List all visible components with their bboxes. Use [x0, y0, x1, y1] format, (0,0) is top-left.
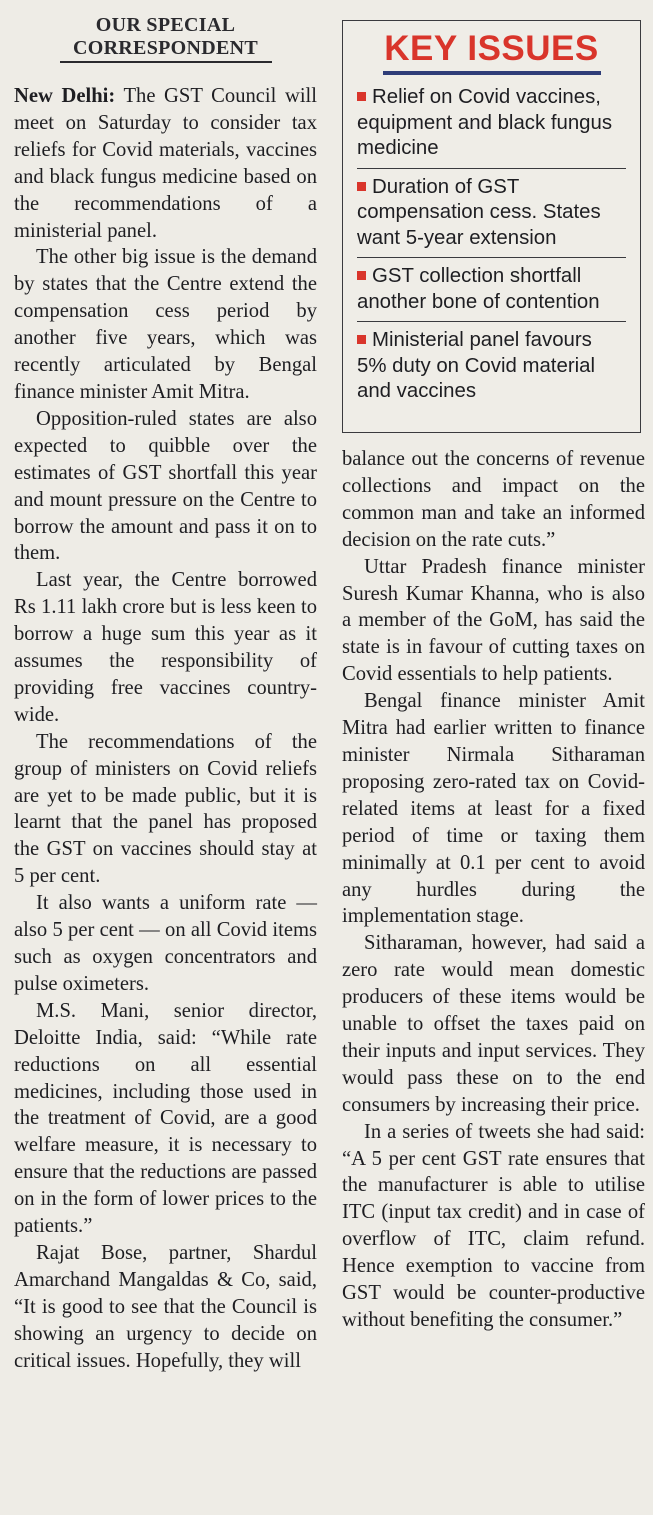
key-issue-item — [357, 175, 626, 259]
paragraph: The other big issue is the demand by states that the Centre extend the compensation cess period by another five years, which was recently articulated by Bengal finance minister Amit Mitra. — [14, 246, 317, 403]
bullet-icon — [357, 271, 366, 280]
key-issue-item — [357, 264, 626, 322]
key-issues-title: KEY ISSUES — [384, 29, 599, 68]
bullet-icon — [357, 335, 366, 344]
key-issue-item — [357, 328, 626, 411]
paragraph: Opposition-ruled states are also expected to quibble over the estimates of GST shortfall this year and mount pressure on the Centre to borrow the amount and pass it on to them. — [14, 407, 317, 565]
article-body-right — [342, 446, 645, 1334]
paragraph — [14, 83, 317, 244]
paragraph: M.S. Mani, senior director, Deloitte India, said: “While rate reductions on all essential medicines, including those used in the treatment of Covid, are a good welfare measure, it is necessary to ensure that the reductions are passed on in the form of lower prices to the patients.” — [14, 999, 317, 1238]
dateline: New Delhi: — [14, 85, 116, 107]
key-issue-text: Relief on Covid vaccines, equipment and black fungus medicine — [357, 86, 613, 159]
bullet-icon — [357, 182, 366, 191]
paragraph: Rajat Bose, partner, Shardul Amarchand Mangaldas & Co, said, “It is good to see that the Council is showing an urgency to decide on critical issues. Hopefully, they will — [14, 1241, 317, 1372]
paragraph: Bengal finance minister Amit Mitra had earlier written to finance minister Nirmala Sitharaman proposing zero-rated tax on Covid-related items at least for a fixed period of time or taxing them minimally at 0.1 per cent to avoid any hurdles during the implementation stage. — [342, 690, 645, 928]
byline-line1: OUR SPECIAL — [95, 14, 236, 36]
paragraph: Sitharaman, however, had said a zero rate would mean domestic producers of these items would be unable to offset the taxes paid on their inputs and input services. They would pass these on to the end consumers by increasing their price. — [342, 932, 645, 1116]
byline — [14, 14, 317, 63]
key-issues-box — [342, 20, 641, 433]
paragraph: Last year, the Centre borrowed Rs 1.11 lakh crore but is less keen to borrow a huge sum this year as it assumes the responsibility of providing free vaccines country-wide. — [14, 569, 317, 726]
paragraph: balance out the concerns of revenue collections and impact on the common man and take an informed decision on the rate cuts.” — [342, 448, 645, 551]
article-body-left — [14, 83, 317, 1375]
key-issue-text: Ministerial panel favours 5% duty on Covid material and vaccines — [357, 329, 596, 402]
paragraph: In a series of tweets she had said: “A 5 per cent GST rate ensures that the manufacturer is able to utilise ITC (input tax credit) and in case of overflow of ITC, claim refund. Hence exemption to vaccine from GST would be counter-productive without benefiting the consumer.” — [342, 1120, 645, 1331]
bullet-icon — [357, 92, 366, 101]
paragraph-text: The GST Council will meet on Saturday to consider tax reliefs for Covid materials, vaccines and black fungus medicine based on the recommendations of a ministerial panel. — [14, 85, 317, 242]
key-issue-item — [357, 85, 626, 169]
key-issue-text: GST collection shortfall another bone of contention — [357, 265, 600, 313]
paragraph: Uttar Pradesh finance minister Suresh Kumar Khanna, who is also a member of the GoM, has said the state is in favour of cutting taxes on Covid essentials to help patients. — [342, 555, 645, 686]
key-issue-text: Duration of GST compensation cess. States want 5-year extension — [357, 175, 601, 249]
left-column — [14, 14, 317, 1375]
paragraph: The recommendations of the group of ministers on Covid reliefs are yet to be made public, but it is learnt that the panel has proposed the GST on vaccines should stay at 5 per cent. — [14, 730, 317, 888]
paragraph: It also wants a uniform rate — also 5 per cent — on all Covid items such as oxygen concentrators and pulse oximeters. — [14, 892, 317, 995]
title-underline — [383, 71, 601, 75]
byline-line2: CORRESPONDENT — [60, 37, 272, 63]
